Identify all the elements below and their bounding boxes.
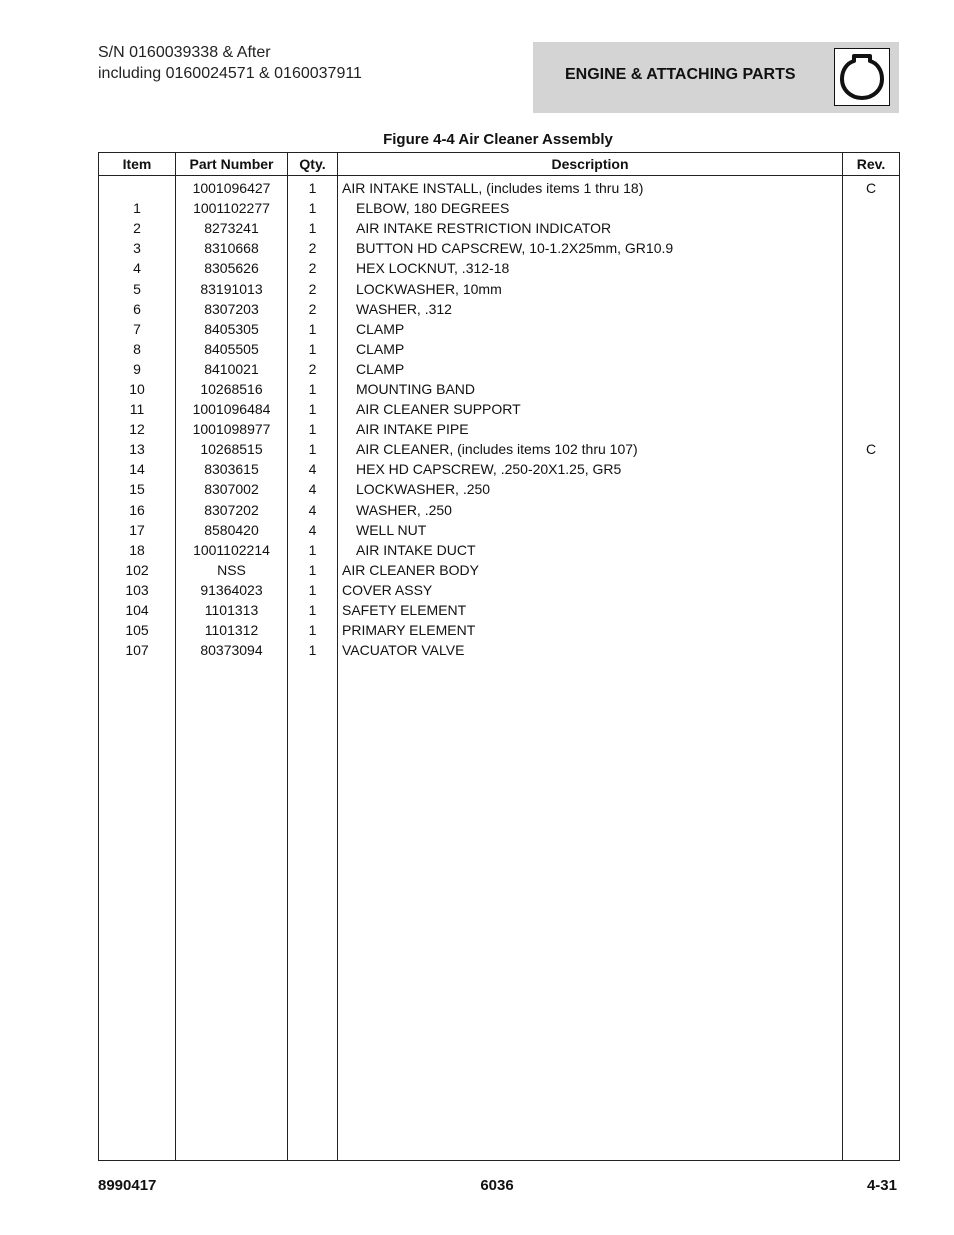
cell-item: 4	[99, 258, 176, 278]
cell-qty: 1	[288, 176, 338, 199]
cell-item: 5	[99, 278, 176, 298]
table-row	[99, 419, 900, 439]
cell-part-number: 1001102214	[176, 540, 288, 560]
cell-description: AIR INTAKE PIPE	[338, 419, 843, 439]
cell-part-number: 8310668	[176, 238, 288, 258]
cell-rev	[843, 640, 900, 660]
table-filler-row	[99, 660, 900, 1160]
cell-part-number: 8307203	[176, 299, 288, 319]
cell-rev	[843, 419, 900, 439]
cell-item: 105	[99, 620, 176, 640]
cell-description: SAFETY ELEMENT	[338, 600, 843, 620]
table-row	[99, 238, 900, 258]
cell-part-number: 8405305	[176, 319, 288, 339]
cell-part-number: 8580420	[176, 520, 288, 540]
column-header-rev: Rev.	[843, 153, 900, 176]
cell-part-number: NSS	[176, 560, 288, 580]
cell-qty: 2	[288, 359, 338, 379]
cell-qty: 1	[288, 600, 338, 620]
cell-rev	[843, 278, 900, 298]
cell-rev	[843, 299, 900, 319]
cell-description: LOCKWASHER, .250	[338, 479, 843, 499]
cell-qty: 1	[288, 439, 338, 459]
table-row	[99, 439, 900, 459]
cell-qty: 1	[288, 580, 338, 600]
table-row	[99, 479, 900, 499]
cell-qty: 1	[288, 540, 338, 560]
figure-title: Figure 4-4 Air Cleaner Assembly	[383, 131, 613, 148]
cell-qty: 1	[288, 319, 338, 339]
cell-qty: 1	[288, 198, 338, 218]
cell-qty: 2	[288, 299, 338, 319]
table-row	[99, 520, 900, 540]
table-row	[99, 459, 900, 479]
footer-document-number: 8990417	[98, 1177, 157, 1194]
cell-description: MOUNTING BAND	[338, 379, 843, 399]
cell-qty: 2	[288, 278, 338, 298]
cell-rev	[843, 198, 900, 218]
table-row	[99, 258, 900, 278]
table-row	[99, 620, 900, 640]
empty-cell	[843, 660, 900, 1160]
cell-rev	[843, 520, 900, 540]
cell-description: AIR CLEANER, (includes items 102 thru 107)	[338, 439, 843, 459]
cell-item: 103	[99, 580, 176, 600]
table-row	[99, 319, 900, 339]
cell-item: 15	[99, 479, 176, 499]
cell-qty: 1	[288, 218, 338, 238]
cell-qty: 1	[288, 379, 338, 399]
cell-description: CLAMP	[338, 339, 843, 359]
empty-cell	[99, 660, 176, 1160]
cell-description: WASHER, .250	[338, 500, 843, 520]
cell-description: LOCKWASHER, 10mm	[338, 278, 843, 298]
cell-rev	[843, 620, 900, 640]
table-row	[99, 198, 900, 218]
cell-item: 17	[99, 520, 176, 540]
cell-item	[99, 176, 176, 199]
cell-qty: 4	[288, 520, 338, 540]
cell-description: VACUATOR VALVE	[338, 640, 843, 660]
cell-part-number: 8273241	[176, 218, 288, 238]
cell-qty: 1	[288, 419, 338, 439]
section-header	[533, 42, 899, 113]
cell-part-number: 8303615	[176, 459, 288, 479]
cell-item: 16	[99, 500, 176, 520]
cell-item: 102	[99, 560, 176, 580]
cell-rev	[843, 399, 900, 419]
table-row	[99, 560, 900, 580]
cell-description: AIR INTAKE INSTALL, (includes items 1 thru 18)	[338, 176, 843, 199]
engine-outline-icon	[834, 48, 890, 106]
cell-qty: 1	[288, 640, 338, 660]
cell-qty: 1	[288, 339, 338, 359]
table-row	[99, 278, 900, 298]
cell-description: AIR INTAKE DUCT	[338, 540, 843, 560]
cell-item: 18	[99, 540, 176, 560]
cell-rev	[843, 560, 900, 580]
cell-description: PRIMARY ELEMENT	[338, 620, 843, 640]
cell-part-number: 8307202	[176, 500, 288, 520]
cell-description: CLAMP	[338, 319, 843, 339]
cell-description: ELBOW, 180 DEGREES	[338, 198, 843, 218]
cell-rev	[843, 359, 900, 379]
cell-rev	[843, 238, 900, 258]
cell-description: COVER ASSY	[338, 580, 843, 600]
cell-description: WASHER, .312	[338, 299, 843, 319]
section-title: ENGINE & ATTACHING PARTS	[565, 66, 796, 83]
cell-item: 107	[99, 640, 176, 660]
cell-rev	[843, 258, 900, 278]
cell-description: AIR CLEANER SUPPORT	[338, 399, 843, 419]
cell-rev	[843, 600, 900, 620]
cell-description: HEX LOCKNUT, .312-18	[338, 258, 843, 278]
cell-part-number: 1001096484	[176, 399, 288, 419]
cell-rev	[843, 339, 900, 359]
cell-part-number: 8410021	[176, 359, 288, 379]
cell-qty: 1	[288, 399, 338, 419]
cell-item: 9	[99, 359, 176, 379]
cell-part-number: 1001098977	[176, 419, 288, 439]
column-header-item: Item	[99, 153, 176, 176]
cell-description: CLAMP	[338, 359, 843, 379]
table-row	[99, 339, 900, 359]
cell-qty: 4	[288, 479, 338, 499]
cell-description: AIR CLEANER BODY	[338, 560, 843, 580]
cell-item: 7	[99, 319, 176, 339]
cell-part-number: 8305626	[176, 258, 288, 278]
cell-qty: 2	[288, 258, 338, 278]
footer-page-number: 4-31	[866, 1177, 897, 1194]
table-row	[99, 379, 900, 399]
cell-description: BUTTON HD CAPSCREW, 10-1.2X25mm, GR10.9	[338, 238, 843, 258]
serial-number-block	[98, 42, 362, 84]
cell-rev	[843, 540, 900, 560]
table-row	[99, 540, 900, 560]
table-row	[99, 580, 900, 600]
table-row	[99, 176, 900, 199]
empty-cell	[176, 660, 288, 1160]
cell-rev	[843, 218, 900, 238]
cell-part-number: 80373094	[176, 640, 288, 660]
cell-rev: C	[843, 176, 900, 199]
cell-rev	[843, 580, 900, 600]
cell-item: 6	[99, 299, 176, 319]
cell-qty: 4	[288, 459, 338, 479]
table-row	[99, 299, 900, 319]
cell-item: 2	[99, 218, 176, 238]
cell-part-number: 1101313	[176, 600, 288, 620]
cell-item: 8	[99, 339, 176, 359]
cell-part-number: 1101312	[176, 620, 288, 640]
cell-rev	[843, 459, 900, 479]
cell-item: 11	[99, 399, 176, 419]
cell-part-number: 1001102277	[176, 198, 288, 218]
cell-qty: 1	[288, 620, 338, 640]
table-row	[99, 600, 900, 620]
cell-description: AIR INTAKE RESTRICTION INDICATOR	[338, 218, 843, 238]
cell-item: 13	[99, 439, 176, 459]
cell-item: 1	[99, 198, 176, 218]
cell-part-number: 83191013	[176, 278, 288, 298]
empty-cell	[338, 660, 843, 1160]
cell-rev	[843, 379, 900, 399]
cell-rev: C	[843, 439, 900, 459]
cell-item: 14	[99, 459, 176, 479]
cell-qty: 4	[288, 500, 338, 520]
cell-item: 10	[99, 379, 176, 399]
cell-part-number: 10268515	[176, 439, 288, 459]
column-header-part-number: Part Number	[176, 153, 288, 176]
table-row	[99, 359, 900, 379]
cell-part-number: 8307002	[176, 479, 288, 499]
serial-line-1: S/N 0160039338 & After	[98, 44, 271, 61]
footer-model-number: 6036	[480, 1177, 514, 1194]
cell-part-number: 8405505	[176, 339, 288, 359]
parts-table	[98, 152, 900, 1161]
cell-rev	[843, 479, 900, 499]
cell-item: 12	[99, 419, 176, 439]
cell-item: 3	[99, 238, 176, 258]
cell-qty: 1	[288, 560, 338, 580]
cell-description: WELL NUT	[338, 520, 843, 540]
table-header-row	[99, 153, 900, 176]
serial-line-2: including 0160024571 & 0160037911	[98, 65, 362, 82]
cell-part-number: 91364023	[176, 580, 288, 600]
cell-qty: 2	[288, 238, 338, 258]
table-row	[99, 399, 900, 419]
parts-table-body	[99, 176, 900, 1161]
cell-part-number: 10268516	[176, 379, 288, 399]
cell-part-number: 1001096427	[176, 176, 288, 199]
table-row	[99, 500, 900, 520]
cell-rev	[843, 500, 900, 520]
empty-cell	[288, 660, 338, 1160]
cell-item: 104	[99, 600, 176, 620]
column-header-description: Description	[338, 153, 843, 176]
column-header-qty: Qty.	[288, 153, 338, 176]
cell-description: HEX HD CAPSCREW, .250-20X1.25, GR5	[338, 459, 843, 479]
table-row	[99, 640, 900, 660]
cell-rev	[843, 319, 900, 339]
table-row	[99, 218, 900, 238]
